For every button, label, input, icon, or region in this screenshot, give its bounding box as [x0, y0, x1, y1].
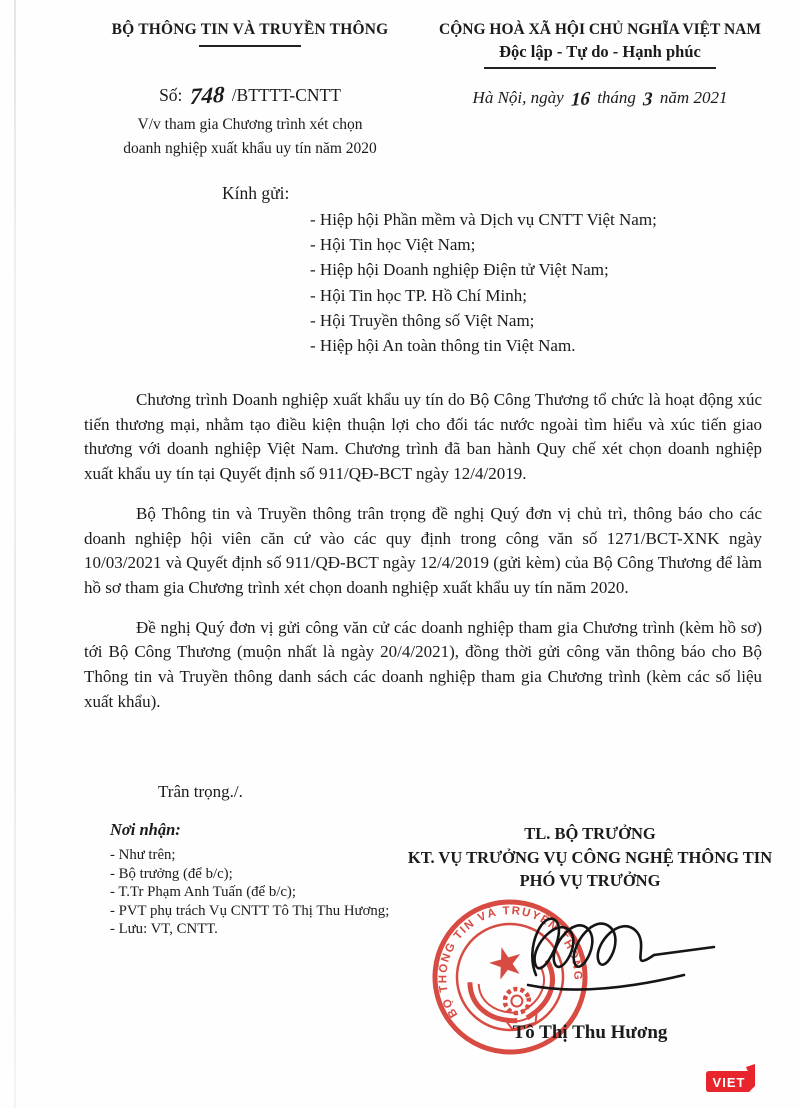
distribution-item: - T.Tr Phạm Anh Tuấn (để b/c); — [110, 884, 296, 901]
national-title: CỘNG HOÀ XÃ HỘI CHỦ NGHĨA VIỆT NAM — [439, 21, 761, 38]
recipient-item: - Hiệp hội An toàn thông tin Việt Nam. — [310, 336, 576, 356]
doc-number-line — [80, 81, 420, 110]
signature-authority-block — [398, 822, 782, 893]
issuing-org-block — [80, 21, 420, 47]
authority-line-2: KT. VỤ TRƯỞNG VỤ CÔNG NGHỆ THÔNG TIN — [407, 847, 773, 867]
body-paragraph: Bộ Thông tin và Truyền thông trân trọng đề nghị Quý đơn vị chủ trì, thông báo cho các doanh nghiệp hội viên căn cứ vào các quy định trong công văn số 1271/BCT-XNK ngày 10/03/2021 và Quyết định số 911/QĐ-BCT ngày 12/4/2019 (gửi kèm) của Bộ Công Thương để làm hồ sơ tham gia Chương trình xét chọn doanh nghiệp xuất khẩu uy tín năm 2020. — [84, 503, 762, 597]
distribution-item: - Lưu: VT, CNTT. — [110, 921, 218, 938]
place-date-line — [418, 88, 782, 109]
place-date-prefix: Hà Nội, ngày — [472, 88, 564, 107]
day-handwritten: 16 — [570, 88, 591, 111]
subject-line-1: V/v tham gia Chương trình xét chọn — [137, 116, 363, 133]
distribution-item: - Như trên; — [110, 847, 176, 863]
recipient-item: - Hiệp hội Phần mềm và Dịch vụ CNTT Việt Nam; — [310, 210, 657, 229]
viet-logo-label: VIET — [712, 1075, 746, 1090]
recipient-item: - Hiệp hội Doanh nghiệp Điện tử Việt Nam; — [310, 260, 609, 280]
subject-block — [80, 113, 420, 161]
distribution-label: Nơi nhận: — [110, 820, 181, 839]
year-text: năm 2021 — [659, 88, 728, 107]
month-handwritten: 3 — [642, 88, 654, 111]
national-motto: Độc lập - Tự do - Hạnh phúc — [499, 42, 701, 61]
recipient-list — [310, 207, 657, 358]
viet-logo — [700, 1063, 762, 1099]
handwritten-signature — [516, 893, 728, 1005]
authority-line-1: TL. BỘ TRƯỞNG — [524, 824, 656, 843]
seal-curved-text: BỘ THÔNG TIN VÀ TRUYỀN THÔNG — [437, 905, 584, 1020]
month-label: tháng — [597, 88, 636, 107]
subject-line-2: doanh nghiệp xuất khẩu uy tín năm 2020 — [123, 140, 377, 157]
doc-number-label: Số: — [159, 85, 183, 105]
body-paragraph: Chương trình Doanh nghiệp xuất khẩu uy tín do Bộ Công Thương tổ chức là hoạt động xúc tiến thương mại, nhằm tạo điều kiện thuận lợi cho đối tác nước ngoài tìm hiểu và xúc tiến giao thương với doanh nghiệp Việt Nam. Chương trình đã ban hành Quy chế xét chọn doanh nghiệp xuất khẩu uy tín tại Quyết định số 911/QĐ-BCT ngày 12/4/2019. — [84, 390, 762, 484]
doc-number-handwritten: 748 — [189, 81, 225, 110]
distribution-block — [110, 820, 389, 939]
national-header-block — [418, 21, 782, 69]
distribution-item: - Bộ trưởng (để b/c); — [110, 865, 233, 882]
signer-name: Tô Thị Thu Hương — [512, 1022, 668, 1043]
body-text — [84, 388, 762, 729]
distribution-list — [110, 846, 389, 939]
motto-underline — [484, 67, 716, 69]
closing-text: Trân trọng./. — [158, 782, 243, 801]
recipient-item: - Hội Truyền thông số Việt Nam; — [310, 310, 535, 330]
salutation-label: Kính gửi: — [222, 183, 290, 203]
issuing-org-name: BỘ THÔNG TIN VÀ TRUYỀN THÔNG — [111, 21, 389, 38]
recipient-item: - Hội Tin học TP. Hồ Chí Minh; — [310, 285, 527, 305]
doc-number-suffix: /BTTTT-CNTT — [231, 85, 341, 105]
distribution-item: - PVT phụ trách Vụ CNTT Tô Thị Thu Hương; — [110, 902, 390, 919]
org-underline — [199, 45, 301, 47]
authority-line-3: PHÓ VỤ TRƯỞNG — [519, 871, 661, 890]
scan-artifact-line — [14, 0, 16, 1108]
recipient-item: - Hội Tin học Việt Nam; — [310, 235, 476, 255]
body-paragraph: Đề nghị Quý đơn vị gửi công văn cử các doanh nghiệp tham gia Chương trình (kèm hồ sơ) tới Bộ Công Thương (muộn nhất là ngày 20/4/2021), đồng thời gửi công văn thông báo cho Bộ Thông tin và Truyền thông danh sách các doanh nghiệp tham gia Chương trình (kèm các số liệu xuất khẩu). — [84, 617, 762, 711]
